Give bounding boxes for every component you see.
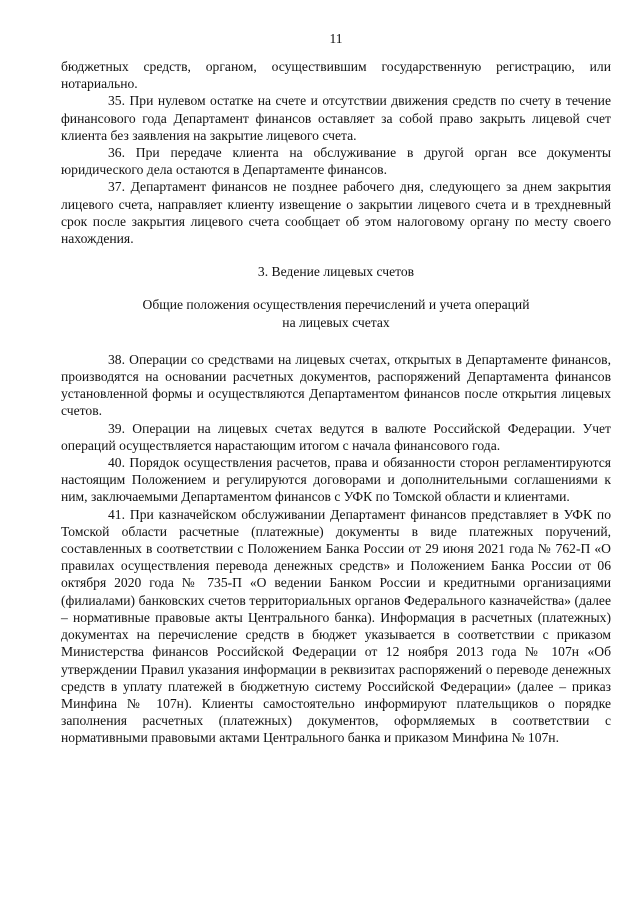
sub-heading-line-1: Общие положения осуществления перечислений и учета операций (142, 297, 530, 313)
paragraph-39: 39. Операции на лицевых счетах ведутся в валюте Российской Федерации. Учет операций осуществляется нарастающим итогом с начала финансового года. (61, 420, 611, 453)
sub-heading-line-2: на лицевых счетах (282, 314, 390, 330)
paragraph-37: 37. Департамент финансов не позднее рабочего дня, следующего за днем закрытия лицевого счета, направляет клиенту извещение о закрытии лицевого счета и в трехдневный срок после закрытия лицевого счета сообщает об этом налоговому органу по месту своего нахождения. (61, 179, 611, 247)
paragraph-continuation: бюджетных средств, органом, осуществившим государственную регистрацию, или нотариально. (61, 59, 611, 92)
section-heading: 3. Ведение лицевых счетов (257, 264, 415, 280)
page-number: 11 (329, 31, 343, 46)
document-page (61, 0, 611, 905)
paragraph-40: 40. Порядок осуществления расчетов, права и обязанности сторон регламентируются настоящим Положением и регулируются договорами и дополнительными соглашениями к ним, заключаемыми Департаментом финансов с УФК по Томской области и клиентами. (61, 455, 611, 505)
paragraph-38: 38. Операции со средствами на лицевых счетах, открытых в Департаменте финансов, производятся на основании расчетных документов, распоряжений Департамента финансов установленной формы и осуществляются Департаментом финансов после открытия лицевых счетов. (61, 351, 611, 419)
sub-heading (61, 296, 611, 330)
paragraph-35: 35. При нулевом остатке на счете и отсутствии движения средств по счету в течение финансового года Департамент финансов оставляет за собой право закрыть лицевой счет клиента без заявления на закрытие лицевого счета. (61, 93, 611, 143)
paragraph-36: 36. При передаче клиента на обслуживание в другой орган все документы юридического дела остаются в Департаменте финансов. (61, 145, 611, 178)
paragraph-41: 41. При казначейском обслуживании Департамент финансов представляет в УФК по Томской области расчетные (платежные) документы в виде платежных поручений, составленных в соответствии с Положением Банка России от 29 июня 2021 года № 762-П «О правилах осуществления перевода денежных средств» и Положением Банка России от 06 октября 2020 года № 735-П «О ведении Банком России и кредитными организациями (филиалами) банковских счетов территориальных органов Федерального казначейства» (далее – нормативные правовые акты Центрального банка). Информация в расчетных (платежных) документах на перечисление средств в бюджет указывается в соответствии с приказом Министерства финансов Российской Федерации от 12 ноября 2013 года № 107н «Об утверждении Правил указания информации в реквизитах распоряжений о переводе денежных средств в уплату платежей в бюджетную систему Российской Федерации» (далее – приказ Минфина № 107н). Клиенты самостоятельно информируют плательщиков о порядке заполнения расчетных (платежных) документов, оформляемых в соответствии с нормативными правовыми актами Центрального банка и приказом Минфина № 107н. (61, 506, 611, 746)
document-body (61, 58, 611, 747)
